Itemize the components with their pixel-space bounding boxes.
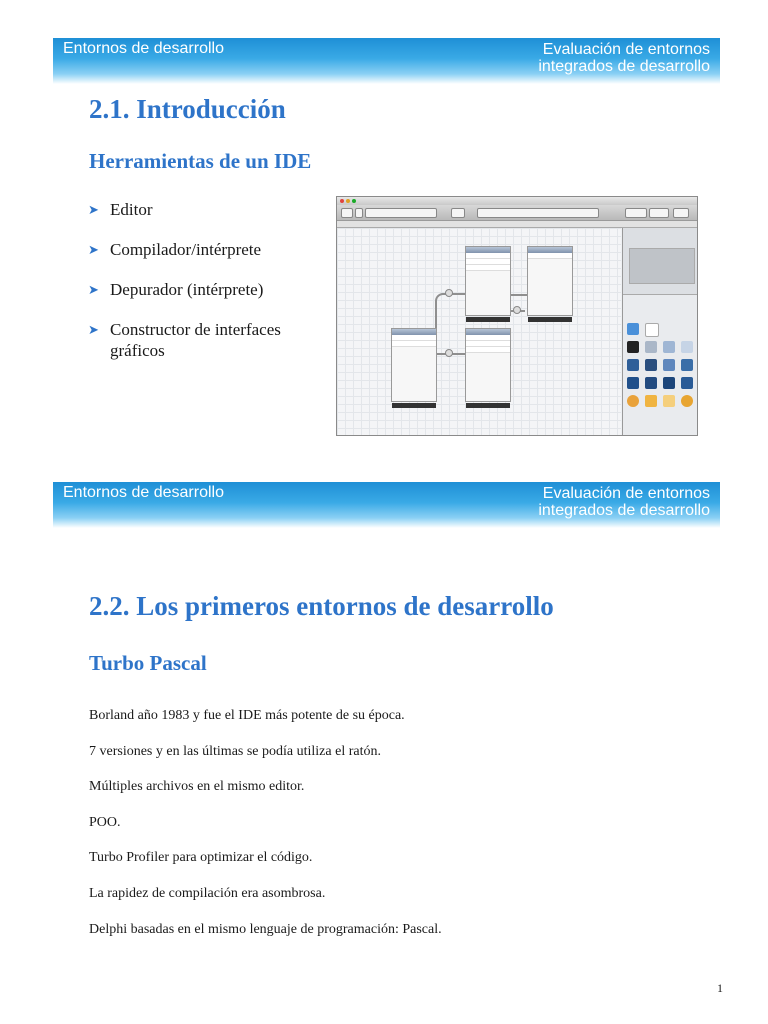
bullet-item: [88, 319, 328, 361]
bullet-text: Compilador/intérprete: [110, 240, 262, 259]
library-item-icon: [681, 341, 693, 353]
scene-label: [528, 317, 572, 322]
object-library: [623, 294, 697, 435]
bullet-text: Depurador (intérprete): [110, 280, 264, 299]
organizer-icon: [673, 208, 689, 218]
library-item-icon: [627, 323, 639, 335]
scene-master-view: [391, 328, 437, 402]
ide-screenshot-image: [336, 196, 698, 436]
scheme-selector: [365, 208, 437, 218]
paragraph: Turbo Profiler para optimizar el código.: [89, 850, 313, 866]
slide1-header-right-line2: integrados de desarrollo: [538, 58, 710, 75]
ide-jump-bar: [337, 221, 697, 228]
scene-table-view: [465, 328, 511, 402]
scene-label: [466, 403, 510, 408]
ide-toolbar: [337, 205, 697, 221]
paragraph: 7 versiones y en las últimas se podía utiliza el ratón.: [89, 743, 381, 759]
library-item-icon: [627, 359, 639, 371]
slide1-header-banner: [53, 38, 720, 84]
slide2-header-right-line1: Evaluación de entornos: [542, 485, 710, 502]
slide2-header-banner: [53, 482, 720, 528]
slide2-header-right-line2: integrados de desarrollo: [538, 502, 710, 519]
library-item-icon: [681, 359, 693, 371]
paragraph: La rapidez de compilación era asombrosa.: [89, 885, 326, 901]
bullet-text: Constructor de interfaces: [110, 320, 281, 339]
segue-node-icon: [513, 306, 521, 314]
view-toggle-icon: [649, 208, 669, 218]
library-item-icon: [645, 395, 657, 407]
library-item-icon: [645, 377, 657, 389]
ide-inspector-panel: [622, 228, 697, 435]
slide1-title: 2.1. Introducción: [89, 94, 286, 124]
editor-mode-icon: [625, 208, 647, 218]
close-window-icon: [340, 199, 344, 203]
page-number: 1: [717, 981, 723, 995]
scene-label: [466, 317, 510, 322]
arrow-bullet-icon: ➤: [88, 282, 99, 297]
arrow-bullet-icon: ➤: [88, 202, 99, 217]
library-item-icon: [663, 359, 675, 371]
library-item-icon: [663, 395, 675, 407]
library-item-icon: [645, 323, 659, 337]
library-item-icon: [627, 395, 639, 407]
slide1-header-right-line1: Evaluación de entornos: [542, 41, 710, 58]
bullet-text: Editor: [110, 200, 153, 219]
run-icon: [341, 208, 353, 218]
slide1-header-left: Entornos de desarrollo: [63, 40, 224, 57]
slide2-header-left: Entornos de desarrollo: [63, 484, 224, 501]
ide-titlebar: [337, 197, 697, 205]
slide2-title: 2.2. Los primeros entornos de desarrollo: [89, 591, 554, 621]
slide2-paragraphs: [89, 707, 689, 956]
library-item-icon: [663, 341, 675, 353]
library-item-icon: [627, 377, 639, 389]
arrow-bullet-icon: ➤: [88, 322, 99, 337]
segue-line: [435, 293, 467, 355]
library-item-icon: [645, 359, 657, 371]
activity-viewer: [477, 208, 599, 218]
minimize-window-icon: [346, 199, 350, 203]
zoom-window-icon: [352, 199, 356, 203]
library-item-icon: [627, 341, 639, 353]
slide1-bullet-list: [88, 199, 328, 380]
scene-label: [392, 403, 436, 408]
segue-node-icon: [445, 349, 453, 357]
paragraph: Múltiples archivos en el mismo editor.: [89, 779, 305, 795]
slide1-subtitle: Herramientas de un IDE: [89, 149, 312, 173]
library-item-icon: [645, 341, 657, 353]
inspector-preview: [629, 248, 695, 284]
stop-icon: [355, 208, 363, 218]
library-item-icon: [663, 377, 675, 389]
library-item-icon: [681, 377, 693, 389]
scene-edit-view: [527, 246, 573, 316]
paragraph: Delphi basadas en el mismo lenguaje de programación: Pascal.: [89, 921, 442, 937]
storyboard-canvas: [337, 228, 621, 435]
breakpoints-icon: [451, 208, 465, 218]
slide1-header-right: [538, 41, 710, 75]
scene-detail-view: [465, 246, 511, 316]
slide2-header-right: [538, 485, 710, 519]
bullet-text-continuation: gráficos: [110, 341, 165, 360]
segue-node-icon: [445, 289, 453, 297]
slide2-subtitle: Turbo Pascal: [89, 651, 207, 675]
arrow-bullet-icon: ➤: [88, 242, 99, 257]
paragraph: Borland año 1983 y fue el IDE más potente de su época.: [89, 708, 405, 723]
bullet-item: [88, 279, 328, 300]
bullet-item: [88, 239, 328, 260]
paragraph: POO.: [89, 814, 121, 830]
library-item-icon: [681, 395, 693, 407]
bullet-item: [88, 199, 328, 220]
